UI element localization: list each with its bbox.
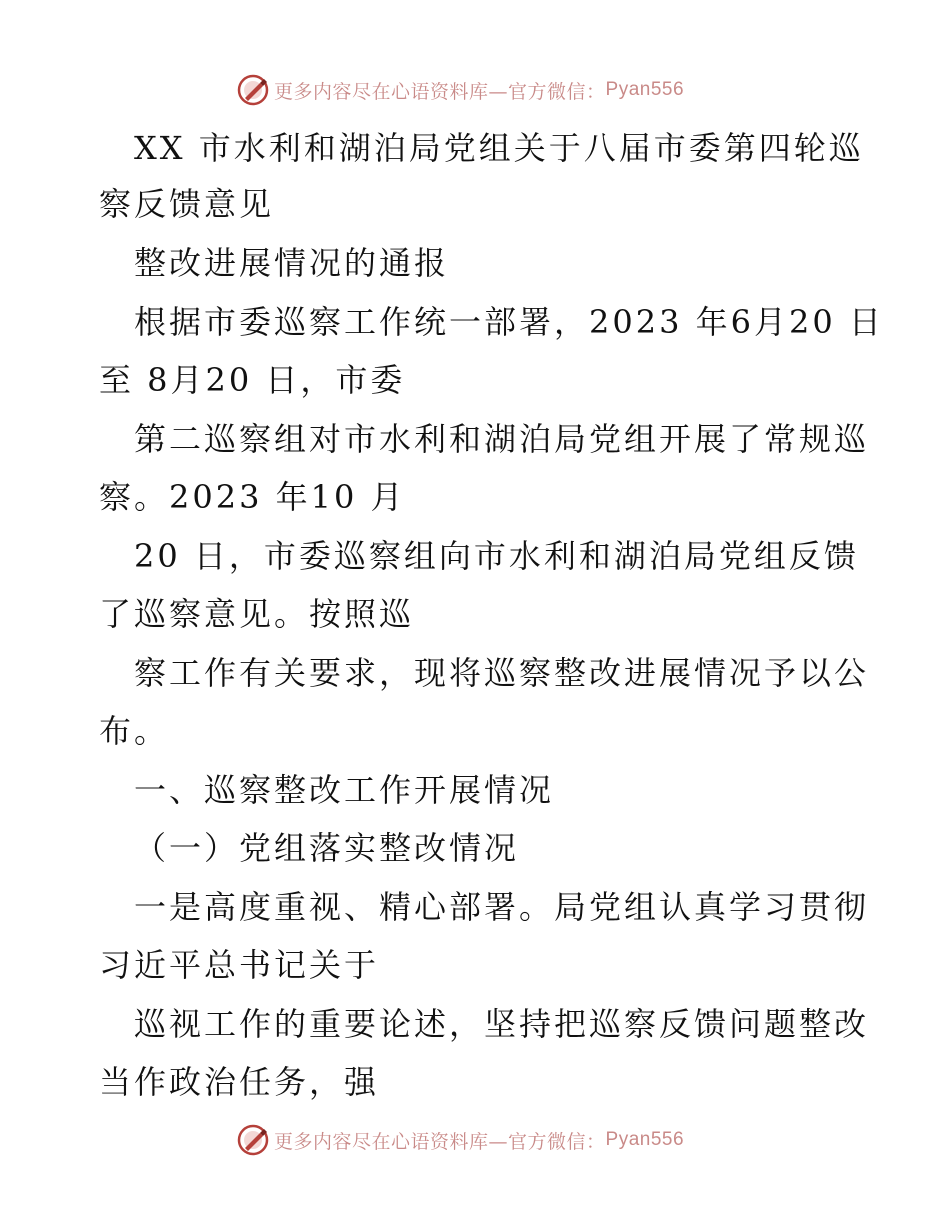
doc-line: 察反馈意见 [99,185,275,223]
subsection-heading: （一）党组落实整改情况 [134,829,520,867]
doc-line: 一是高度重视、精心部署。局党组认真学习贯彻 [134,888,870,926]
doc-line: 了巡察意见。按照巡 [99,595,415,633]
doc-line: 习近平总书记关于 [99,946,380,984]
footer-wechat-id: Pyan556 [605,1129,685,1150]
doc-line: 根据市委巡察工作统一部署，2023 年6月20 日 [134,303,884,341]
footer-banner-text: 更多内容尽在心语资料库—官方微信： [274,1130,606,1153]
doc-line: 整改进展情况的通报 [134,244,450,282]
doc-line: XX 市水利和湖泊局党组关于八届市委第四轮巡 [134,129,864,167]
doc-line: 察。2023 年10 月 [99,478,406,516]
doc-line: 至 8月20 日，市委 [99,361,406,399]
doc-line: 第二巡察组对市水利和湖泊局党组开展了常规巡 [134,420,870,458]
doc-line: 20 日，市委巡察组向市水利和湖泊局党组反馈 [134,537,859,575]
doc-line: 当作政治任务，强 [99,1063,380,1101]
doc-line: 布。 [99,712,170,750]
pen-logo-icon [236,1123,270,1157]
header-wechat-id: Pyan556 [605,79,685,100]
section-heading: 一、巡察整改工作开展情况 [134,771,555,809]
header-banner-text: 更多内容尽在心语资料库—官方微信： [274,80,606,103]
doc-line: 巡视工作的重要论述，坚持把巡察反馈问题整改 [134,1005,870,1043]
doc-line: 察工作有关要求，现将巡察整改进展情况予以公 [134,654,870,692]
footer-watermark-banner [236,1122,684,1158]
